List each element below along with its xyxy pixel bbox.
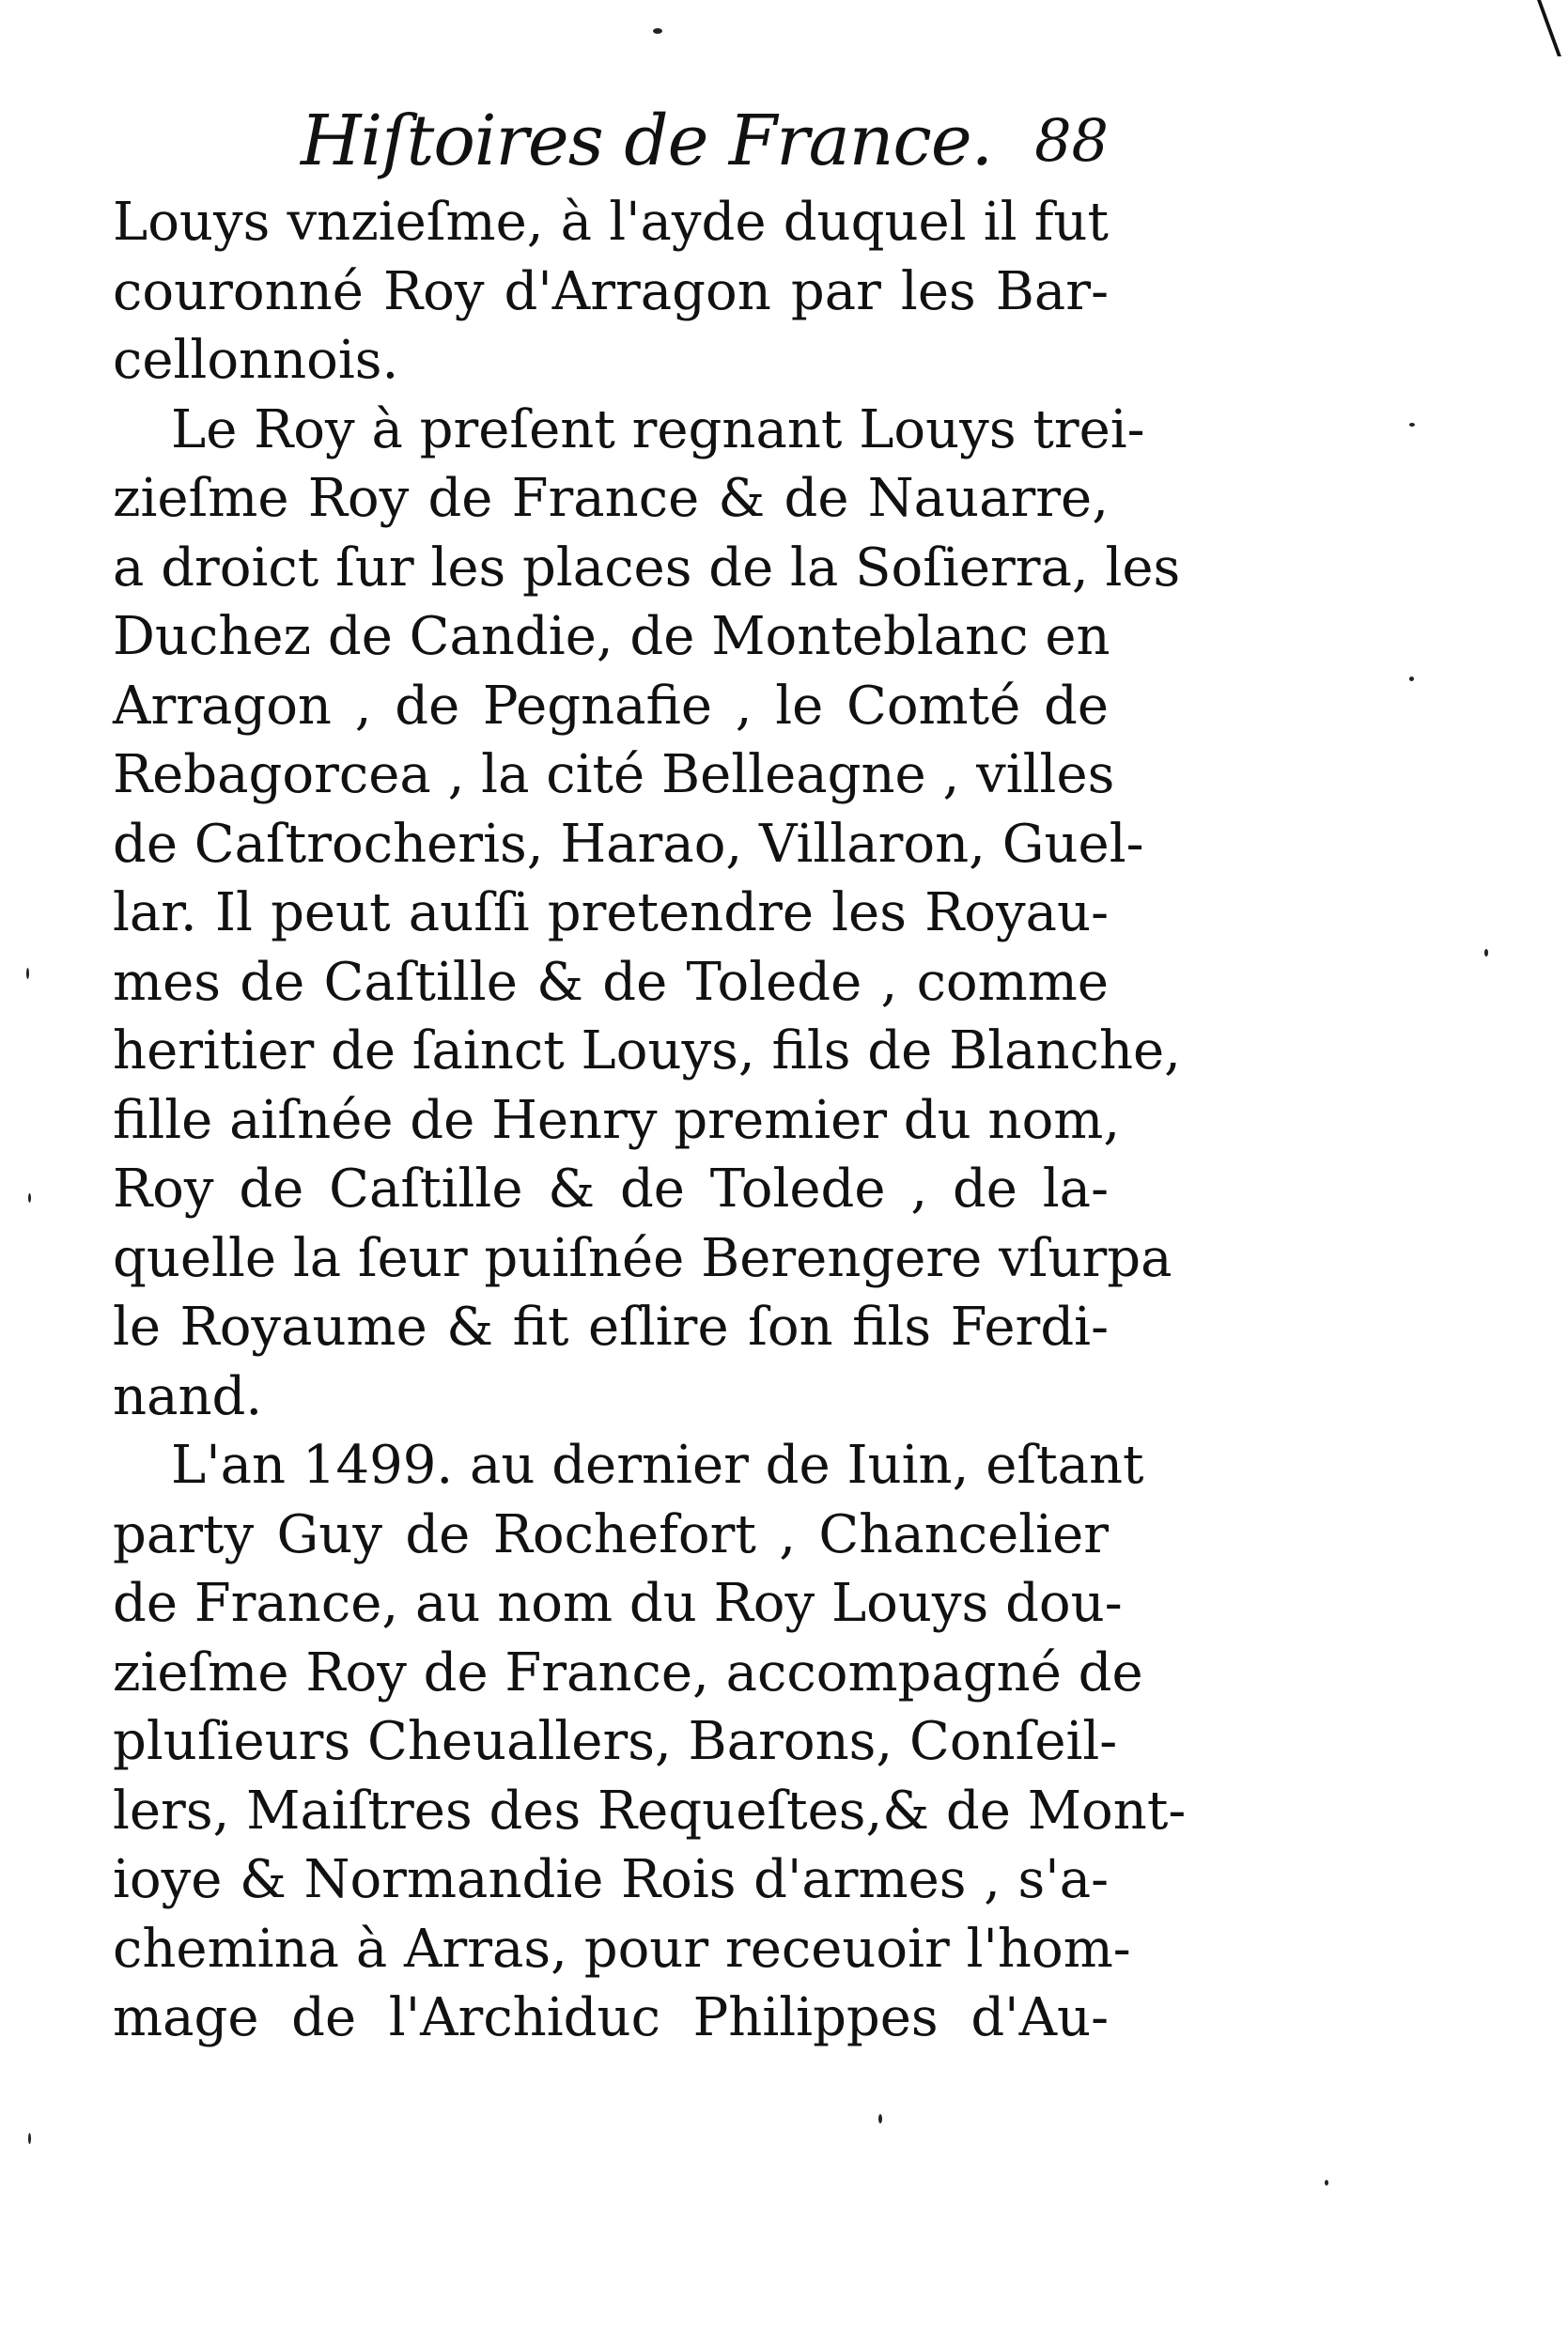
text-line: zieſme Roy de France & de Nauarre,: [113, 468, 1109, 529]
text-line: Roy de Caſtille & de Tolede , de la-: [113, 1159, 1109, 1220]
scan-speck: [1409, 677, 1414, 681]
text-line: cellonnois.: [113, 330, 399, 391]
text-line: zieſme Roy de France, accompagné de: [113, 1641, 1143, 1703]
text-line: L'an 1499. au dernier de Iuin, eſtant: [171, 1435, 1144, 1496]
text-line: lar. Il peut auſſi pretendre les Royau-: [113, 882, 1109, 943]
text-line: nand.: [113, 1365, 263, 1427]
text-line: chemina à Arras, pour receuoir l'hom-: [113, 1918, 1131, 1980]
text-line: Rebagorcea , la cité Belleagne , villes: [113, 744, 1115, 805]
scan-speck: [26, 968, 29, 979]
page-number: 88: [1034, 106, 1109, 175]
text-line: de France, au nom du Roy Louys dou-: [113, 1573, 1123, 1634]
text-line: pluſieurs Cheuallers, Barons, Conſeil-: [113, 1711, 1118, 1772]
text-line: ioye & Normandie Rois d'armes , s'a-: [113, 1849, 1109, 1910]
text-line: party Guy de Rochefort , Chancelier: [113, 1503, 1109, 1565]
scan-speck: [1409, 423, 1415, 427]
text-line: fille aiſnée de Henry premier du nom,: [113, 1089, 1121, 1151]
text-line: quelle la ſeur puiſnée Berengere vſurpa: [113, 1227, 1172, 1289]
text-line: Le Roy à preſent regnant Louys trei-: [171, 398, 1145, 460]
text-line: Louys vnzieſme, à l'ayde duquel il fut: [113, 192, 1109, 253]
text-line: de Caſtrocheris, Harao, Villaron, Guel-: [113, 813, 1144, 875]
text-line: mes de Caſtille & de Tolede , comme: [113, 951, 1109, 1013]
text-line: lers, Maiſtres des Requeſtes,& de Mont-: [113, 1780, 1187, 1842]
scan-speck: [28, 2133, 31, 2144]
scan-speck: [1484, 949, 1488, 957]
text-line: couronné Roy d'Arragon par les Bar-: [113, 260, 1109, 322]
scan-speck: [878, 2114, 882, 2123]
scan-speck: [653, 28, 662, 34]
page-header: [113, 94, 1109, 188]
scan-speck: [1325, 2180, 1328, 2186]
running-title: Hiſtoires de France.: [301, 101, 993, 181]
text-line: a droict ſur les places de la Soſierra, les: [113, 537, 1181, 599]
text-line: Arragon , de Pegnafie , le Comté de: [113, 675, 1109, 737]
body-text: [113, 188, 1187, 2053]
scan-speck: [28, 1193, 31, 1203]
text-line: mage de l'Archiduc Philippes d'Au-: [113, 1987, 1109, 2048]
text-line: heritier de ſainct Louys, fils de Blanche,: [113, 1020, 1181, 1081]
text-line: Duchez de Candie, de Monteblanc en: [113, 606, 1110, 667]
page-corner-mark: [1509, 0, 1561, 56]
text-line: le Royaume & fit eſlire ſon fils Ferdi-: [113, 1297, 1109, 1358]
